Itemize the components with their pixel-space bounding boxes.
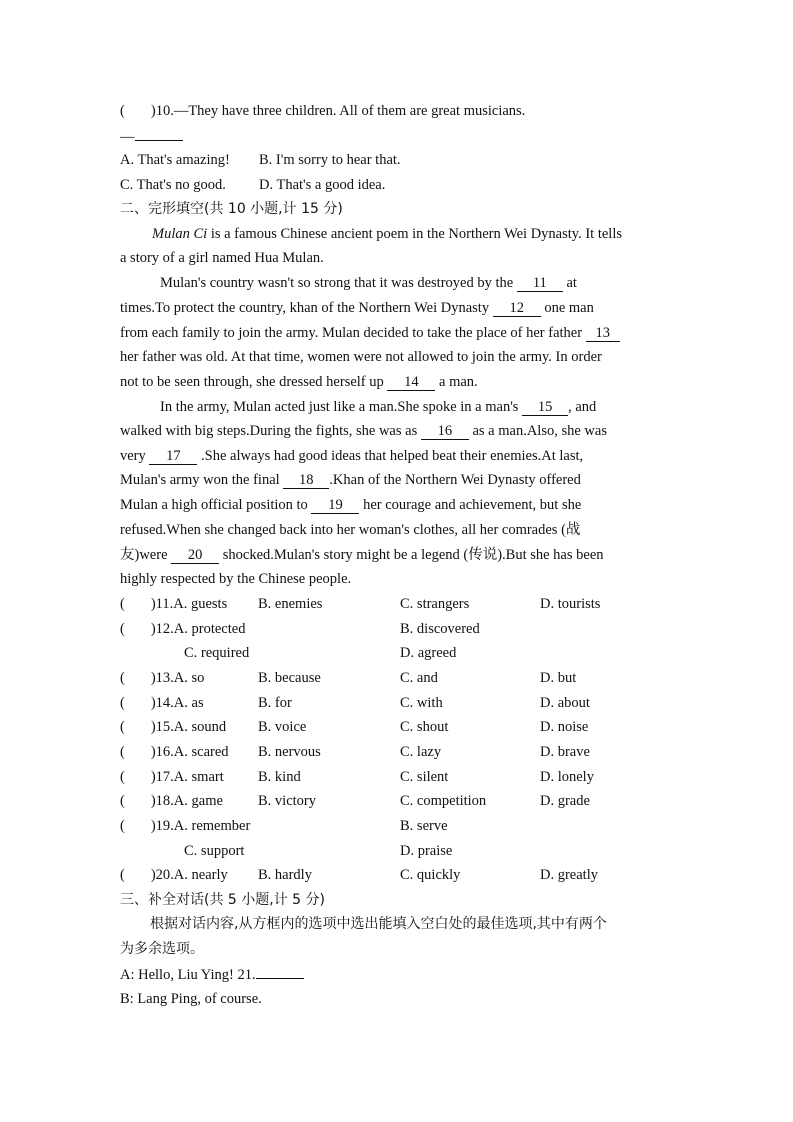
passage-p2-line-3: very 17 .She always had good ideas that helped beat their enemies.At last,: [120, 448, 584, 464]
q13-option-b: B. because: [258, 670, 321, 686]
passage-p2-line-5: Mulan a high official position to 19 her courage and achievement, but she: [120, 497, 582, 513]
poem-title: Mulan Ci: [152, 226, 208, 242]
q20-option-b: B. hardly: [258, 867, 312, 883]
q16-option-b: B. nervous: [258, 744, 321, 760]
q14-option-c: C. with: [400, 695, 443, 711]
passage-p1-line-3: from each family to join the army. Mulan decided to take the place of her father 13: [120, 323, 620, 343]
answer-blank: [135, 126, 183, 141]
question-15: ( )15.A. sound: [120, 719, 227, 735]
passage-p1-line-2: times.To protect the country, khan of the Northern Wei Dynasty 12 one man: [120, 300, 594, 316]
question-13: ( )13.A. so: [120, 670, 205, 686]
question-10-stem: ( )10.—They have three children. All of them are great musicians.: [120, 103, 526, 119]
q11-option-c: C. strangers: [400, 596, 470, 612]
q10-option-c: C. That's no good.: [120, 177, 226, 193]
q18-option-b: B. victory: [258, 793, 316, 809]
q18-option-d: D. grade: [540, 793, 590, 809]
question-11: ( )11.A. guests: [120, 596, 228, 612]
q10-option-a: A. That's amazing!: [120, 152, 230, 168]
blank-16: 16: [421, 423, 469, 440]
q14-option-b: B. for: [258, 695, 292, 711]
q15-option-b: B. voice: [258, 719, 307, 735]
question-20: ( )20.A. nearly: [120, 867, 228, 883]
blank-11: 11: [517, 275, 563, 292]
q11-option-b: B. enemies: [258, 596, 323, 612]
question-16: ( )16.A. scared: [120, 744, 229, 760]
q10-option-b: B. I'm sorry to hear that.: [259, 152, 401, 168]
question-19: ( )19.A. remember: [120, 818, 251, 834]
q11-option-d: D. tourists: [540, 596, 601, 612]
q13-option-d: D. but: [540, 670, 577, 686]
q17-option-c: C. silent: [400, 769, 449, 785]
q12-option-d: D. agreed: [400, 645, 457, 661]
passage-p1-line-4: her father was old. At that time, women were not allowed to join the army. In order: [120, 349, 602, 365]
answer-blank-21: [256, 964, 304, 979]
q10-option-d: D. That's a good idea.: [259, 177, 386, 193]
blank-20: 20: [171, 547, 219, 564]
passage-p2-line-6: refused.When she changed back into her woman's clothes, all her comrades (战: [120, 522, 581, 538]
dialogue-line-a: A: Hello, Liu Ying! 21.: [120, 964, 304, 984]
question-12: ( )12.A. protected: [120, 621, 246, 637]
q12-option-c: C. required: [184, 645, 250, 661]
question-10-text: 10.—They have three children. All of them are great musicians.: [155, 103, 526, 119]
q19-option-d: D. praise: [400, 843, 453, 859]
passage-p2-line-4: Mulan's army won the final 18 .Khan of the Northern Wei Dynasty offered: [120, 472, 581, 488]
q17-option-b: B. kind: [258, 769, 301, 785]
passage-p2-line-8: highly respected by the Chinese people.: [120, 571, 352, 587]
passage-intro-line-2: a story of a girl named Hua Mulan.: [120, 250, 324, 266]
blank-19: 19: [311, 497, 359, 514]
q16-option-d: D. brave: [540, 744, 590, 760]
q12-option-b: B. discovered: [400, 621, 480, 637]
q20-option-d: D. greatly: [540, 867, 598, 883]
blank-15: 15: [522, 399, 568, 416]
q15-option-c: C. shout: [400, 719, 449, 735]
section-2-title: 二、完形填空(共 10 小题,计 15 分): [120, 201, 343, 217]
blank-13: 13: [586, 325, 620, 342]
blank-12: 12: [493, 300, 541, 317]
passage-p2-line-7: 友)were 20 shocked.Mulan's story might be a legend (传说).But she has been: [120, 547, 604, 563]
passage-p1-line-5: not to be seen through, she dressed herself up 14 a man.: [120, 374, 478, 390]
q18-option-c: C. competition: [400, 793, 487, 809]
question-14: ( )14.A. as: [120, 695, 204, 711]
question-10-reply-blank: —: [120, 126, 183, 146]
passage-p2-line-1: In the army, Mulan acted just like a man.She spoke in a man's 15 , and: [160, 399, 597, 415]
q19-option-c: C. support: [184, 843, 245, 859]
passage-intro-line-1: Mulan Ci is a famous Chinese ancient poem in the Northern Wei Dynasty. It tells: [152, 226, 622, 242]
q14-option-d: D. about: [540, 695, 590, 711]
question-18: ( )18.A. game: [120, 793, 223, 809]
q16-option-c: C. lazy: [400, 744, 442, 760]
section-3-title: 三、补全对话(共 5 小题,计 5 分): [120, 892, 325, 908]
passage-p1-line-1: Mulan's country wasn't so strong that it was destroyed by the 11 at: [160, 275, 577, 291]
passage-p2-line-2: walked with big steps.During the fights, she was as 16 as a man.Also, she was: [120, 423, 607, 439]
q20-option-c: C. quickly: [400, 867, 461, 883]
dialogue-line-b: B: Lang Ping, of course.: [120, 991, 262, 1007]
q13-option-c: C. and: [400, 670, 438, 686]
q15-option-d: D. noise: [540, 719, 589, 735]
blank-14: 14: [387, 374, 435, 391]
section-3-instruction-line-2: 为多余选项。: [120, 941, 204, 957]
blank-17: 17: [149, 448, 197, 465]
q19-option-b: B. serve: [400, 818, 448, 834]
section-3-instruction-line-1: 根据对话内容,从方框内的选项中选出能填入空白处的最佳选项,其中有两个: [150, 916, 607, 932]
question-17: ( )17.A. smart: [120, 769, 224, 785]
q17-option-d: D. lonely: [540, 769, 594, 785]
blank-18: 18: [283, 472, 329, 489]
